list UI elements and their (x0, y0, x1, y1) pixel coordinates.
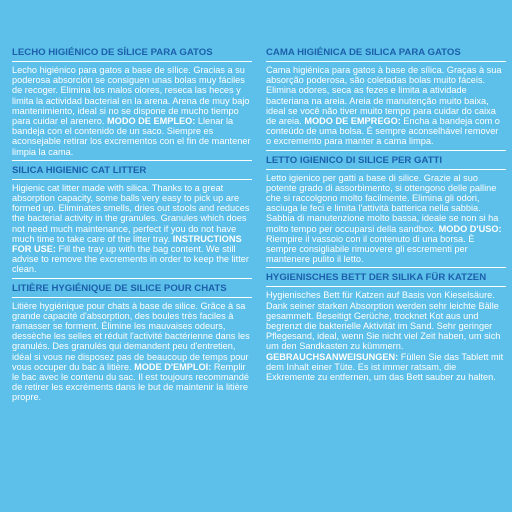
instructions-label: INSTRUCTIONS FOR USE: (12, 233, 242, 255)
description-text: Lecho higiénico para gatos a base de sílice. Gracias a su poderosa absorción se consiguen unas bolas muy fáciles de recoger. Elimina los malos olores, reseca las heces y limita la actividad bacterial en la arena. Arena de muy bajo mantenimiento, ideal si no se dispone de mucho tiempo para cuidar el arenero. (12, 65, 250, 127)
description-text: Higienic cat litter made with silica. Thanks to a great absorption capacity, some balls very easy to pick up are formed up. Eliminates smells, dries out stools and reduces the bacterial activity in the granules. Granules which does not need much maintenance, perfect if you do not have much time to take care of the litter tray. (12, 182, 250, 244)
instructions-text: Encha a bandeja com o conteúdo de uma bolsa. É sempre aconselhável remover o excremento para manter a cama limpa. (266, 116, 500, 147)
instructions-text: Fill the tray up with the bag content. We still advise to remove the excrements in order to keep the litter clean. (12, 244, 249, 275)
section-title: HYGIENISCHES BETT DER SILIKA FÜR KATZEN (266, 272, 506, 287)
section-body (266, 65, 506, 147)
description-text: Hygienisches Bett für Katzen auf Basis von Kieselsäure. Dank seiner starken Absorption werden sehr leichte Bälle gesammelt. Beseitigt Gerüche, trocknet Kot aus und begrenzt die bakterielle Aktivität im Sand. Sehr geringer Pflegesand, ideal, wenn Sie nicht viel Zeit haben, um sich um den Sandkasten zu kümmern. (266, 290, 501, 352)
instructions-text: Riempire il vassoio con il contenuto di una borsa. È sempre consigliabile rimuovere gli escrementi per mantenere pulito il letto. (266, 233, 475, 265)
section-title: LETTO IGIENICO DI SILICE PER GATTI (266, 155, 506, 170)
section-divider (266, 150, 506, 151)
section-divider (12, 160, 252, 161)
instructions-text: Füllen Sie das Tablett mit dem Inhalt einer Tüte. Es ist immer ratsam, die Exkremente zu entfernen, um das Bett sauber zu halten. (266, 351, 504, 383)
instructions-text: Remplir le bac avec le contenu du sac. Il est toujours recommandé de retirer les excréments dans le but de maintenir la litière propre. (12, 361, 249, 403)
right-column (266, 47, 506, 385)
section-de (266, 272, 506, 382)
description-text: Litière hygiénique pour chats à base de silice. Grâce à sa grande capacité d'absorption, des boules très faciles à ramasser se forment. Élimine les mauvaises odeurs, dessèche les selles et réduit l'activité bactérienne dans les granulés. Des granulés qui demandent peu d'entretien, idéal si vous ne disposez pas de beaucoup de temps pour vous occuper du bac à litière. (12, 300, 250, 372)
section-fr (12, 283, 252, 403)
instructions-label: MODO DE EMPREGO: (304, 116, 401, 127)
section-body (266, 173, 506, 265)
instructions-label: MODO D'USO: (438, 223, 502, 234)
section-title: CAMA HIGIÉNICA DE SILICA PARA GATOS (266, 47, 506, 62)
instructions-label: MODE D'EMPLOI: (134, 361, 212, 372)
instructions-text: Llenar la bandeja con el contenido de un saco. Siempre es aconsejable retirar los excrementos con el fin de mantener limpia la cama. (12, 116, 251, 157)
description-text: Cama higiénica para gatos à base de sílica. Graças à sua absorção poderosa, são coletadas bolas muito fáceis. Elimina odores, seca as fezes e limita a atividade bacteriana na areia. Areia de manutenção muito baixa, ideal se você não tiver muito tempo para cuidar do caixa de areia. (266, 65, 502, 127)
section-body (12, 301, 252, 403)
section-title: LITIÈRE HYGIÉNIQUE DE SILICE POUR CHATS (12, 283, 252, 298)
section-body (266, 290, 506, 382)
section-body (12, 183, 252, 275)
section-it (266, 155, 506, 265)
left-column (12, 47, 252, 406)
section-title: SILICA HIGIENIC CAT LITTER (12, 165, 252, 180)
section-pt (266, 47, 506, 147)
section-divider (266, 267, 506, 268)
instructions-label: MODO DE EMPLEO: (107, 116, 196, 127)
section-en (12, 165, 252, 275)
section-divider (12, 278, 252, 279)
section-es (12, 47, 252, 157)
section-title: LECHO HIGIÉNICO DE SÍLICE PARA GATOS (12, 47, 252, 62)
instructions-label: GEBRAUCHSANWEISUNGEN: (266, 351, 399, 362)
section-body (12, 65, 252, 157)
description-text: Letto igienico per gatti a base di silice. Grazie al suo potente grado di assorbimento, si ottengono delle palline che si raccolgono molto facilmente. Elimina gli odori, asciuga le feci e limita l'attività batterica nella sabbia. Sabbia di manutenzione molto bassa, ideale se non si ha molto tempo per occuparsi della sandbox. (266, 172, 499, 234)
